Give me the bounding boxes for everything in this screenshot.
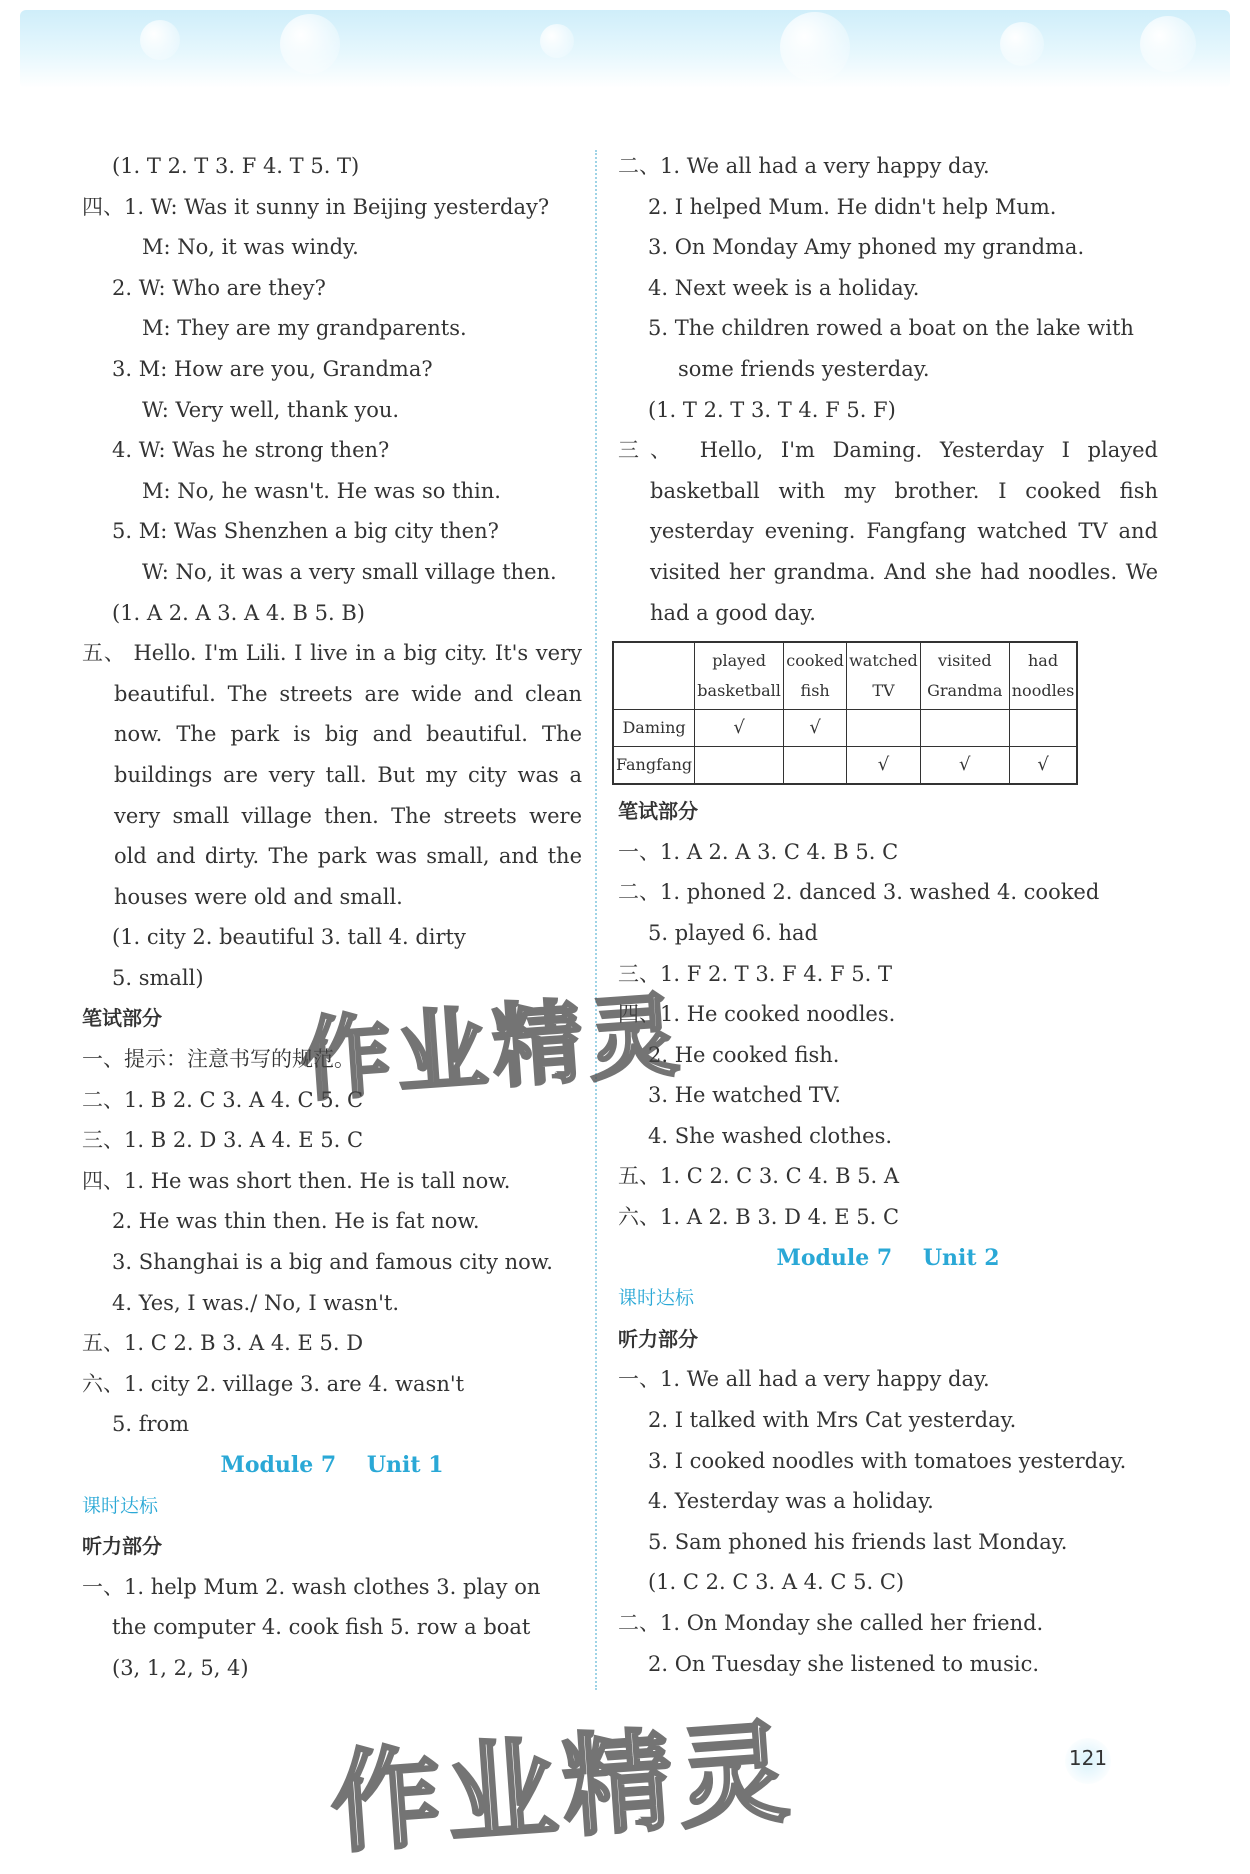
header-decoration <box>20 10 1230 88</box>
answer-line: 4. Next week is a holiday. <box>648 275 920 300</box>
header-text: TV <box>872 681 895 701</box>
answer-line: 一、提示：注意书写的规范。 <box>82 1047 355 1072</box>
answer-line: W: Very well, thank you. <box>142 397 400 422</box>
answer-line: 2. W: Who are they? <box>112 275 326 300</box>
header-text: Grandma <box>927 681 1003 701</box>
answer-line: (3, 1, 2, 5, 4) <box>112 1655 249 1680</box>
column-divider <box>595 150 597 1690</box>
answer-line: 四、1. W: Was it sunny in Beijing yesterday? <box>82 194 550 219</box>
header-text: watched <box>849 651 918 671</box>
module-title: Module 7 Unit 1 <box>220 1452 444 1478</box>
answer-line: 2. I helped Mum. He didn't help Mum. <box>648 194 1057 219</box>
module-title: Module 7 Unit 2 <box>776 1244 1000 1271</box>
answer-line: 六、1. A 2. B 3. D 4. E 5. C <box>618 1205 900 1230</box>
section-heading: 笔试部分 <box>618 799 698 824</box>
left-column <box>82 146 582 1689</box>
answer-line: 2. On Tuesday she listened to music. <box>648 1651 1040 1676</box>
answer-line: 2. He cooked fish. <box>648 1042 840 1067</box>
answer-line: W: No, it was a very small village then. <box>142 559 557 584</box>
answer-line: (1. A 2. A 3. A 4. B 5. B) <box>112 600 366 625</box>
answer-line: 5. played 6. had <box>648 920 818 945</box>
answer-line: (1. T 2. T 3. T 4. F 5. F) <box>648 397 896 422</box>
answer-line: 一、1. A 2. A 3. C 4. B 5. C <box>618 839 899 864</box>
answer-line: 4. Yes, I was./ No, I wasn't. <box>112 1290 399 1315</box>
answer-line: M: No, it was windy. <box>142 235 359 260</box>
check-mark-icon: √ <box>784 710 847 747</box>
answer-line: (1. city 2. beautiful 3. tall 4. dirty <box>112 925 466 950</box>
answer-line: 三、1. B 2. D 3. A 4. E 5. C <box>82 1128 364 1153</box>
answer-line: 三、1. F 2. T 3. F 4. F 5. T <box>618 961 892 986</box>
table-row <box>613 747 1077 785</box>
answer-line: 5. from <box>112 1412 190 1437</box>
activity-table <box>612 641 1078 785</box>
table-cell <box>1009 710 1077 747</box>
table-cell <box>847 710 921 747</box>
header-text: visited <box>937 651 992 671</box>
answer-line: 3. On Monday Amy phoned my grandma. <box>648 235 1085 260</box>
answer-line: 二、1. On Monday she called her friend. <box>618 1611 1044 1635</box>
lesson-label: 课时达标 <box>82 1494 159 1517</box>
table-row <box>613 710 1077 747</box>
check-mark-icon: √ <box>695 710 784 747</box>
answer-line: 3. M: How are you, Grandma? <box>112 356 433 381</box>
answer-line: 4. W: Was he strong then? <box>112 438 390 463</box>
answer-line: 一、1. We all had a very happy day. <box>618 1367 990 1392</box>
answer-line: the computer 4. cook fish 5. row a boat <box>112 1615 531 1640</box>
answer-line: 2. I talked with Mrs Cat yesterday. <box>648 1408 1017 1433</box>
lesson-label: 课时达标 <box>618 1287 695 1310</box>
answer-line: M: They are my grandparents. <box>142 316 467 341</box>
table-header-row <box>613 642 1077 710</box>
answer-line: 4. Yesterday was a holiday. <box>648 1489 934 1514</box>
right-column-bottom <box>618 791 1158 1684</box>
answer-line: 二、1. We all had a very happy day. <box>618 154 990 178</box>
answer-line: some friends yesterday. <box>678 356 930 381</box>
section-heading: 笔试部分 <box>82 1006 162 1031</box>
section-heading: 听力部分 <box>82 1534 162 1559</box>
answer-paragraph: 五、 Hello. I'm Lili. I live in a big city. It's very beautiful. The streets are wide and clean now. The park is big and beautiful. The buildings are very tall. But my city was a very small village then. The streets were old and dirty. The park was small, and the houses were old and small. <box>82 641 582 909</box>
check-mark-icon: √ <box>920 747 1009 785</box>
table-header-cell <box>784 642 847 710</box>
answer-line: 5. M: Was Shenzhen a big city then? <box>112 519 499 544</box>
answer-line: 一、1. help Mum 2. wash clothes 3. play on <box>82 1574 541 1599</box>
table-cell <box>920 710 1009 747</box>
check-mark-icon: √ <box>847 747 921 785</box>
answer-line: 2. He was thin then. He is fat now. <box>112 1209 480 1234</box>
header-text: played <box>712 651 766 671</box>
table-cell <box>784 747 847 785</box>
check-mark-icon: √ <box>1009 747 1077 785</box>
answer-line: 二、1. phoned 2. danced 3. washed 4. cooked <box>618 880 1100 905</box>
row-name-cell: Fangfang <box>613 747 695 785</box>
table-cell <box>695 747 784 785</box>
watermark-middle: 作业精灵 <box>297 982 688 1115</box>
right-column-top <box>618 146 1158 633</box>
answer-line: 六、1. city 2. village 3. are 4. wasn't <box>82 1371 465 1396</box>
table-header-cell <box>695 642 784 710</box>
page-number-text: 121 <box>1068 1746 1108 1770</box>
answer-line: 5. small) <box>112 965 204 990</box>
header-text: cooked <box>786 651 844 671</box>
header-text: noodles <box>1011 681 1075 701</box>
right-column <box>618 146 1158 1684</box>
answer-line: 3. I cooked noodles with tomatoes yesterday. <box>648 1448 1127 1473</box>
answer-line: 五、1. C 2. B 3. A 4. E 5. D <box>82 1331 364 1356</box>
header-text: basketball <box>697 681 781 701</box>
header-text: fish <box>800 681 830 701</box>
table-header-cell <box>847 642 921 710</box>
answer-line: M: No, he wasn't. He was so thin. <box>142 478 501 503</box>
answer-line: 3. He watched TV. <box>648 1083 842 1108</box>
answer-line: 五、1. C 2. C 3. C 4. B 5. A <box>618 1164 900 1189</box>
section-heading: 听力部分 <box>618 1326 698 1351</box>
answer-line: (1. C 2. C 3. A 4. C 5. C) <box>648 1570 905 1595</box>
answer-line: 3. Shanghai is a big and famous city now. <box>112 1250 553 1275</box>
answer-line: 5. The children rowed a boat on the lake with <box>648 316 1134 341</box>
table-header-cell <box>1009 642 1077 710</box>
answer-paragraph: 三、 Hello, I'm Daming. Yesterday I played basketball with my brother. I cooked fish yesterday evening. Fangfang watched TV and visited her grandma. And she had noodles. We had a good day. <box>618 438 1158 625</box>
table-header-cell <box>920 642 1009 710</box>
row-name-cell: Daming <box>613 710 695 747</box>
answer-line: 5. Sam phoned his friends last Monday. <box>648 1529 1068 1554</box>
answer-line: (1. T 2. T 3. F 4. T 5. T) <box>112 154 360 178</box>
answer-line: 四、1. He cooked noodles. <box>618 1002 896 1027</box>
answer-line: 二、1. B 2. C 3. A 4. C 5. C <box>82 1087 364 1112</box>
answer-line: 4. She washed clothes. <box>648 1123 893 1148</box>
watermark-bottom: 作业精灵 <box>326 1707 799 1869</box>
header-text: had <box>1028 651 1059 671</box>
answer-line: 四、1. He was short then. He is tall now. <box>82 1168 511 1193</box>
page-number <box>1063 1738 1113 1778</box>
table-corner-cell <box>613 642 695 710</box>
